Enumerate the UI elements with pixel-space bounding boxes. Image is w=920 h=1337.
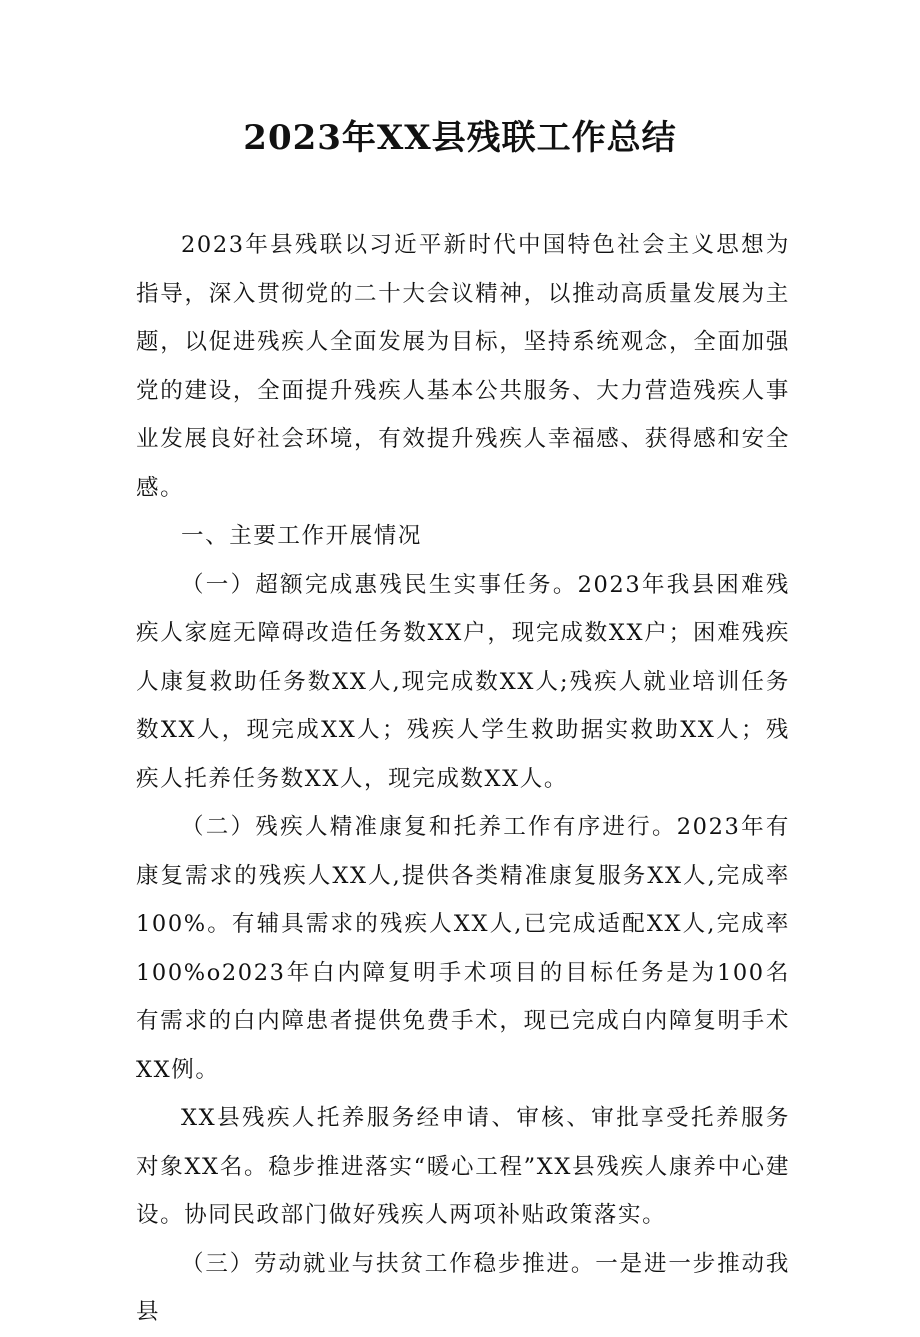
document-body [136,221,790,1337]
paragraph-care-services: XX县残疾人托养服务经申请、审核、审批享受托养服务对象XX名。稳步推进落实“暖心工程”XX县残疾人康养中心建设。协同民政部门做好残疾人两项补贴政策落实。 [136,1105,790,1228]
paragraph-item-3: （三）劳动就业与扶贫工作稳步推进。一是进一步推动我县 [136,1250,790,1325]
paragraph-item-2: （二）残疾人精准康复和托养工作有序进行。2023年有康复需求的残疾人XX人,提供各类精准康复服务XX人,完成率100%。有辅具需求的残疾人XX人,已完成适配XX人,完成率100%o2023年白内障复明手术项目的目标任务是为100名有需求的白内障患者提供免费手术，现已完成白内障复明手术XX例。 [136,814,790,1083]
intro-paragraph: 2023年县残联以习近平新时代中国特色社会主义思想为指导，深入贯彻党的二十大会议精神，以推动高质量发展为主题，以促进残疾人全面发展为目标，坚持系统观念，全面加强党的建设，全面提升残疾人基本公共服务、大力营造残疾人事业发展良好社会环境，有效提升残疾人幸福感、获得感和安全感。 [136,232,790,501]
section-heading-main-work: 一、主要工作开展情况 [181,523,423,549]
paragraph-item-1: （一）超额完成惠残民生实事任务。2023年我县困难残疾人家庭无障碍改造任务数XX户，现完成数XX户；困难残疾人康复救助任务数XX人,现完成数XX人;残疾人就业培训任务数XX人，现完成XX人；残疾人学生救助据实救助XX人；残疾人托养任务数XX人，现完成数XX人。 [136,571,790,792]
document-title: 2023年XX县残联工作总结 [243,118,677,158]
